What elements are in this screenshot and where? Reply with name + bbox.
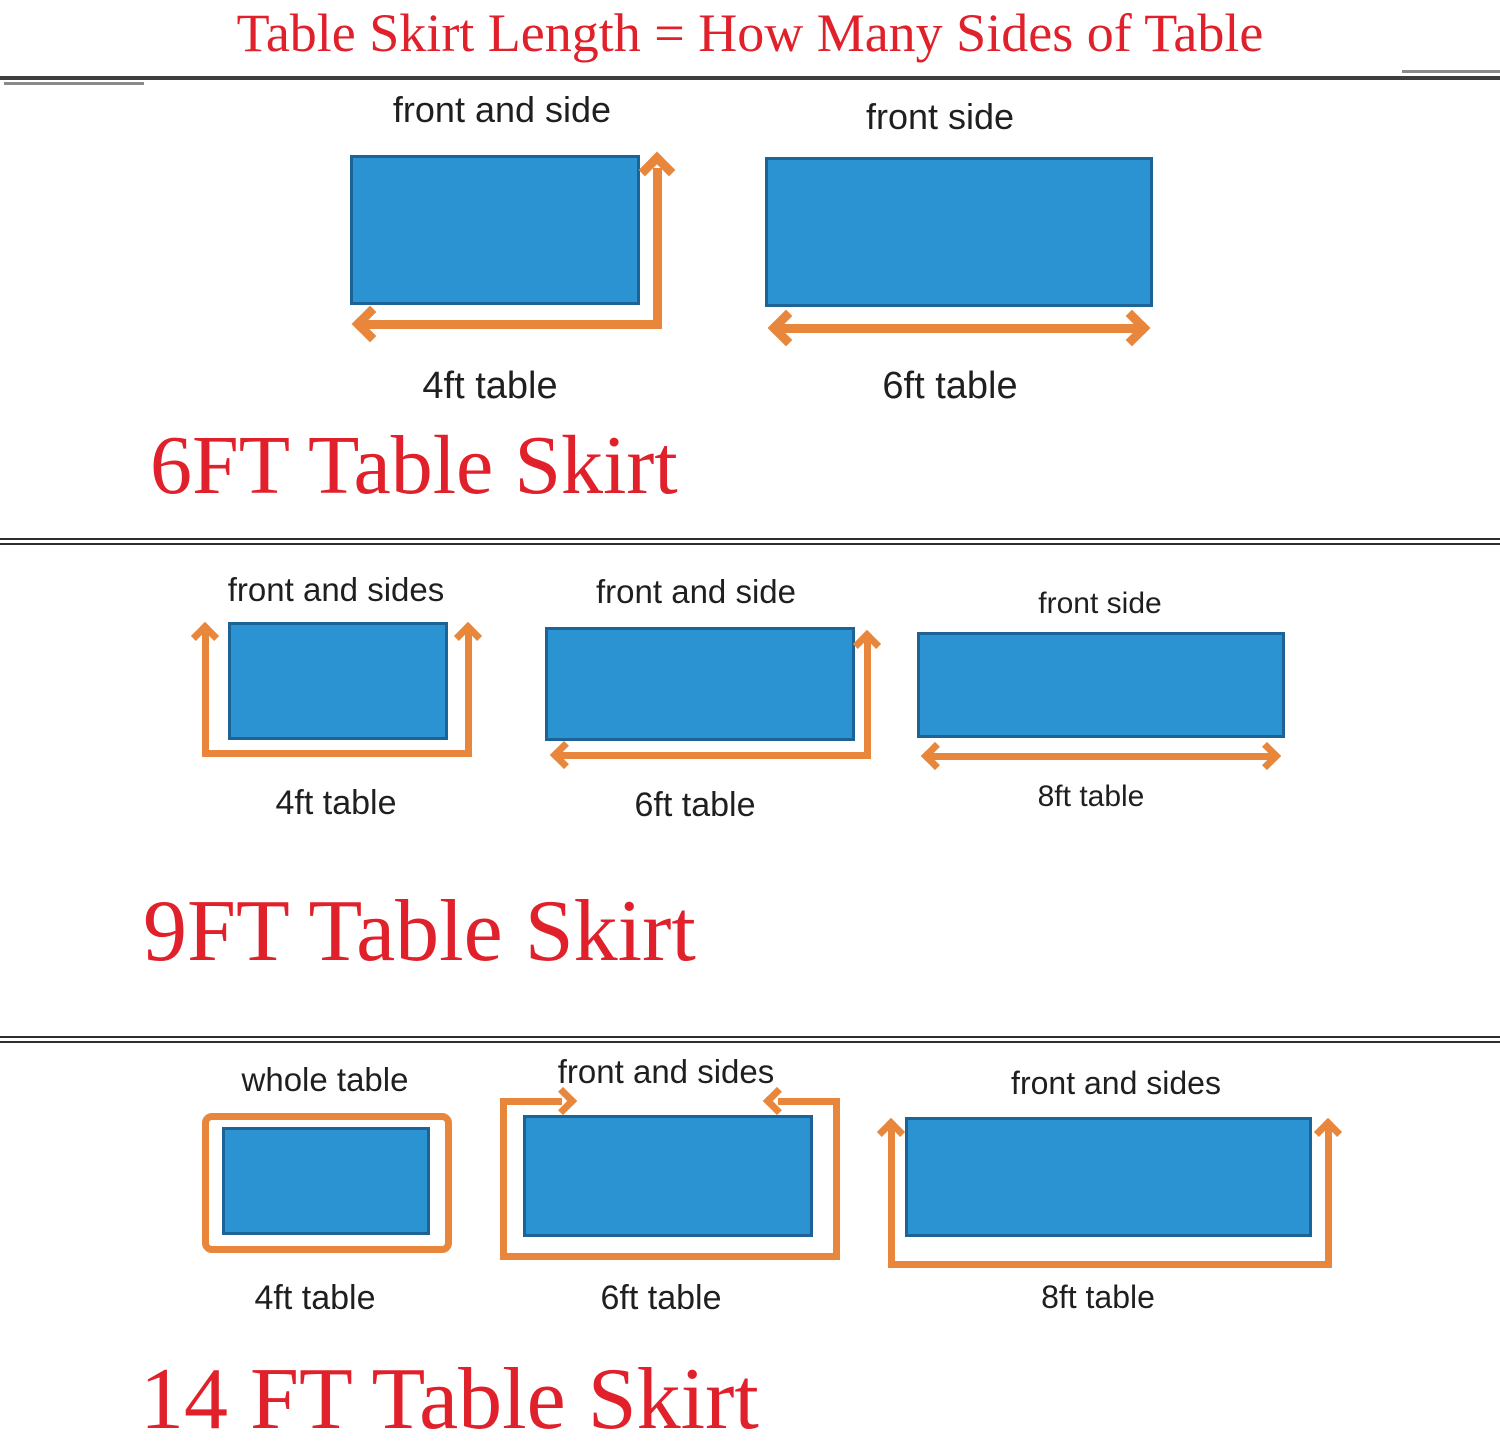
divider-section-2 bbox=[0, 1036, 1500, 1043]
table-rect-4ft bbox=[228, 622, 448, 740]
size-label: 6ft table bbox=[600, 1279, 722, 1317]
size-label: 4ft table bbox=[422, 365, 558, 407]
divider-section-1 bbox=[0, 538, 1500, 545]
front-arrow-shaft bbox=[556, 752, 871, 759]
coverage-label: front and sides bbox=[557, 1053, 775, 1090]
arrow-left-icon bbox=[768, 310, 805, 347]
side-arrow-shaft bbox=[1325, 1128, 1332, 1268]
table-rect-6ft bbox=[523, 1115, 813, 1237]
coverage-label: front and side bbox=[392, 89, 612, 130]
coverage-label: front and sides bbox=[1011, 1065, 1221, 1101]
arrow-right-icon bbox=[1253, 742, 1281, 770]
front-arrow-shaft bbox=[202, 750, 472, 757]
arrow-right-icon bbox=[549, 1087, 577, 1115]
arrow-left-icon bbox=[763, 1087, 791, 1115]
side-arrow-shaft bbox=[500, 1098, 507, 1260]
side-arrow-shaft bbox=[653, 168, 662, 328]
coverage-label: whole table bbox=[241, 1061, 409, 1098]
front-arrow-shaft bbox=[888, 1261, 1332, 1268]
table-rect-6ft bbox=[765, 157, 1153, 307]
table-rect-8ft bbox=[917, 632, 1285, 738]
arrow-right-icon bbox=[1114, 310, 1151, 347]
side-arrow-shaft bbox=[888, 1128, 895, 1268]
size-label: 6ft table bbox=[882, 365, 1018, 407]
coverage-label: front side bbox=[1038, 587, 1162, 620]
arrow-up-icon bbox=[853, 630, 881, 658]
section-heading-14ft: 14 FT Table Skirt bbox=[140, 1351, 759, 1446]
side-arrow-shaft bbox=[833, 1098, 840, 1260]
arrow-up-icon bbox=[454, 622, 482, 650]
coverage-label: front side bbox=[865, 96, 1015, 137]
section-heading-6ft: 6FT Table Skirt bbox=[150, 419, 678, 512]
table-rect-4ft bbox=[350, 155, 640, 305]
size-label: 8ft table bbox=[1037, 780, 1145, 813]
arrow-up-icon bbox=[1314, 1118, 1342, 1146]
size-label: 6ft table bbox=[634, 786, 756, 824]
front-arrow-shaft bbox=[775, 324, 1143, 333]
side-arrow-shaft bbox=[202, 632, 209, 756]
side-arrow-shaft bbox=[465, 632, 472, 756]
arrow-up-icon bbox=[877, 1118, 905, 1146]
front-arrow-shaft bbox=[500, 1253, 840, 1260]
divider-top bbox=[0, 76, 1500, 80]
coverage-label: front and sides bbox=[227, 571, 445, 608]
arrow-left-icon bbox=[921, 742, 949, 770]
front-arrow-shaft bbox=[358, 320, 662, 329]
divider-top-left-cap bbox=[4, 82, 144, 85]
coverage-label: front and side bbox=[596, 573, 796, 610]
arrow-left-icon bbox=[550, 741, 578, 769]
size-label: 4ft table bbox=[275, 784, 397, 822]
table-rect-6ft bbox=[545, 627, 855, 741]
table-rect-4ft bbox=[222, 1127, 430, 1235]
size-label: 4ft table bbox=[254, 1279, 376, 1317]
page-title: Table Skirt Length = How Many Sides of Table bbox=[236, 3, 1264, 63]
table-rect-8ft bbox=[905, 1117, 1312, 1237]
arrow-up-icon bbox=[639, 152, 676, 189]
divider-top-right-cap bbox=[1402, 70, 1500, 73]
arrow-up-icon bbox=[191, 622, 219, 650]
size-label: 8ft table bbox=[1041, 1279, 1155, 1315]
front-arrow-shaft bbox=[928, 753, 1274, 760]
arrow-left-icon bbox=[352, 306, 389, 343]
section-heading-9ft: 9FT Table Skirt bbox=[143, 883, 696, 980]
